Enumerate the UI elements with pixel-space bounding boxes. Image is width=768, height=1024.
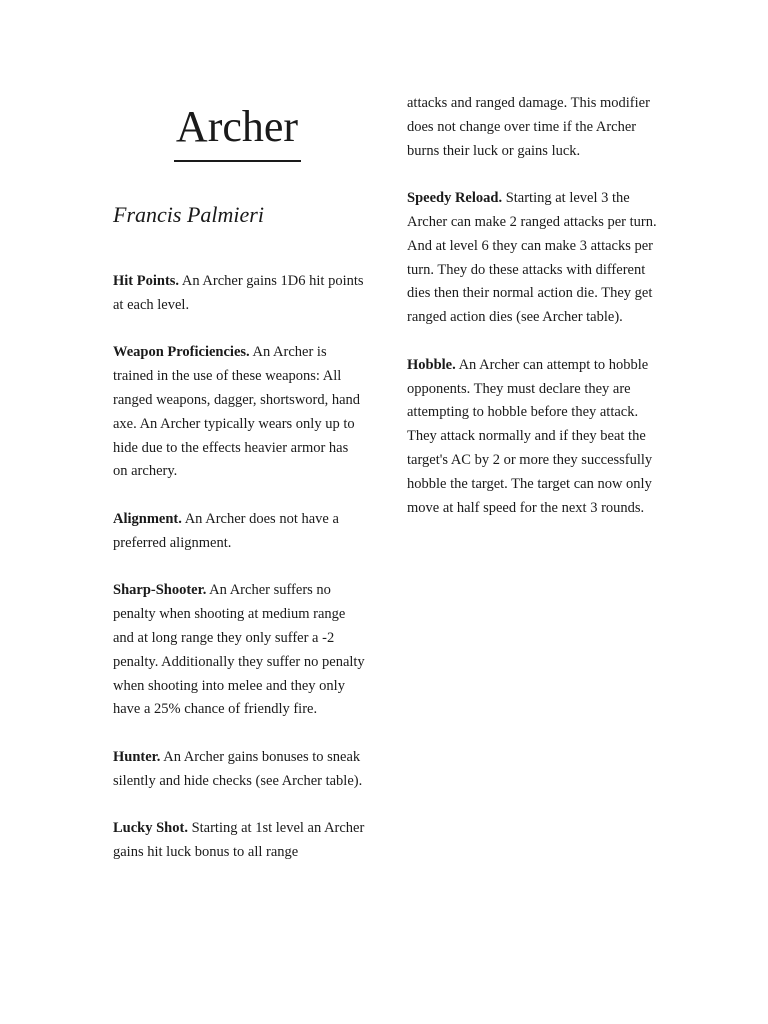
paragraph-text: Starting at level 3 the Archer can make 2 ranged attacks per turn. And at level 6 they can make 3 attacks per turn. They do these attacks with different dies then their normal action die. They get ranged action dies (see Archer table). [407,190,657,326]
term-sharp-shooter: Sharp-Shooter. [113,582,207,599]
paragraph-text: Starting at 1st level an Archer gains hit luck bonus to all range [113,820,365,861]
page-title: Archer [175,102,299,151]
term-lucky-shot: Lucky Shot. [113,820,188,837]
paragraph-text: An Archer gains 1D6 hit points at each level. [113,273,364,313]
term-weapon-proficiencies: Weapon Proficiencies. [113,344,250,361]
paragraph-lucky-shot [113,817,365,865]
right-column [407,92,657,544]
paragraph-weapon-proficiencies [113,341,365,484]
term-alignment: Alignment. [113,510,182,527]
paragraph-alignment [113,508,365,556]
paragraph-sharp-shooter [113,579,365,722]
author-name: Francis Palmieri [113,202,264,227]
term-hobble: Hobble. [407,356,456,373]
paragraph-hobble [407,354,657,521]
term-hunter: Hunter. [113,748,161,765]
term-speedy-reload: Speedy Reload. [407,190,503,207]
paragraph-hunter [113,746,365,794]
paragraph-text: An Archer is trained in the use of these weapons: All ranged weapons, dagger, shortsword, hand axe. An Archer typically wears only up to hide due to the effects heavier armor has on archery. [113,344,361,480]
title-underline [174,160,301,162]
paragraph-speedy-reload [407,187,657,330]
term-hit-points: Hit Points. [113,273,180,289]
paragraph-text: An Archer suffers no penalty when shooting at medium range and at long range they only suffer a -2 penalty. Additionally they suffer no penalty when shooting into melee and they only have a 25% chance of friendly fire. [113,582,365,718]
paragraph-text: An Archer does not have a preferred alignment. [113,510,339,551]
paragraph-text: An Archer gains bonuses to sneak silently and hide checks (see Archer table). [113,748,363,789]
left-column [113,270,365,889]
paragraph-lucky-shot-continued: attacks and ranged damage. This modifier does not change over time if the Archer burns their luck or gains luck. [407,95,650,159]
paragraph-text: An Archer can attempt to hobble opponents. They must declare they are attempting to hobble before they attack. They attack normally and if they beat the target's AC by 2 or more they successfully hobble the target. The target can now only move at half speed for the next 3 rounds. [407,356,653,516]
paragraph-hit-points [113,270,365,318]
